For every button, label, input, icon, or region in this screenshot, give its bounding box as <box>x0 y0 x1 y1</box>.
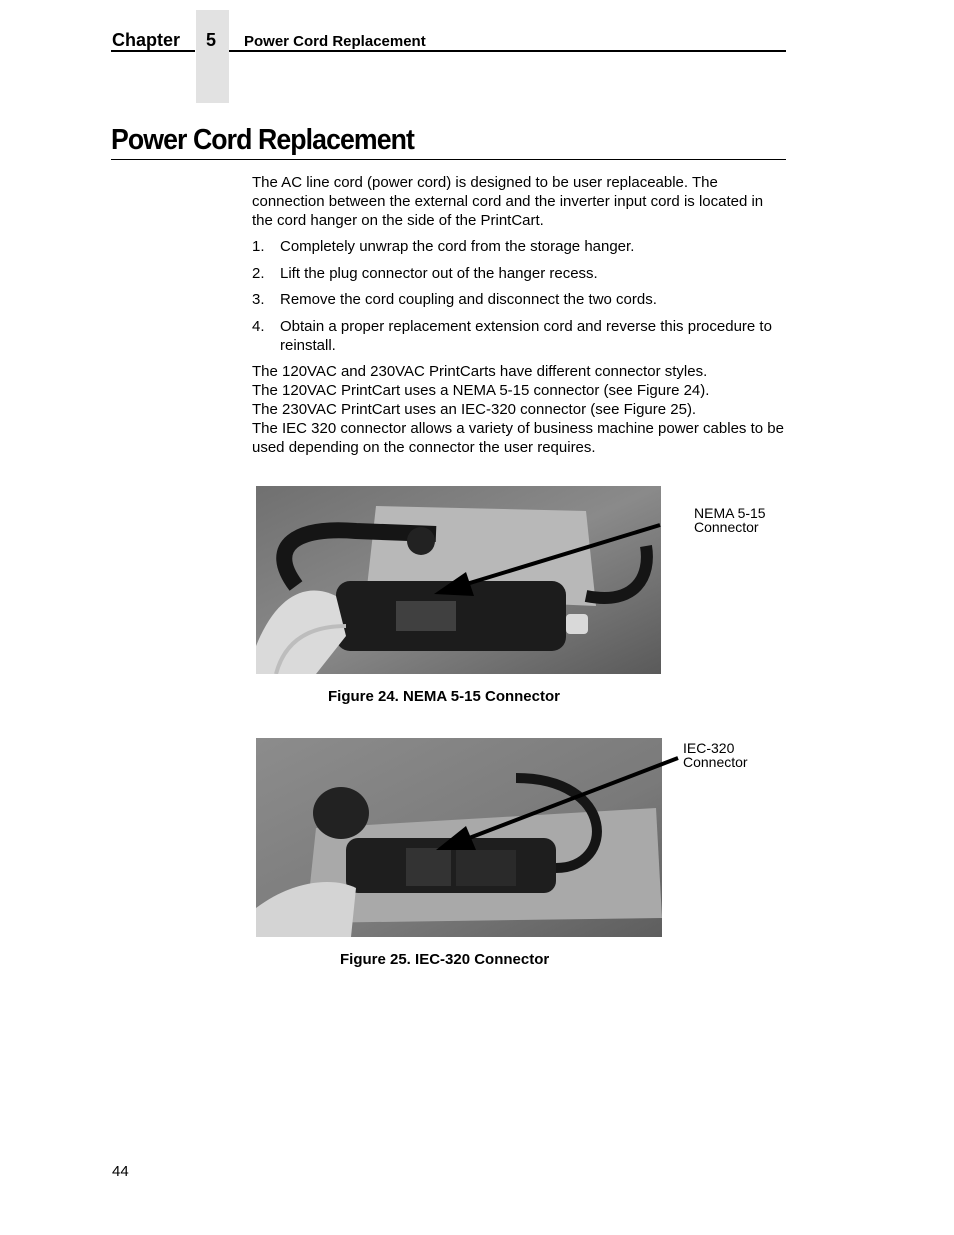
iec-callout-label <box>683 741 748 769</box>
callout-arrow <box>420 752 685 854</box>
step-number: 4. <box>252 318 265 335</box>
figure-caption: Figure 25. IEC-320 Connector <box>340 951 550 968</box>
intro-paragraph: The AC line cord (power cord) is designed to be user replaceable. The connection between the external cord and the inverter input cord is located in the cord hanger on the side of the PrintCart. <box>252 174 764 229</box>
header-rule-right <box>229 50 786 52</box>
figure-caption: Figure 24. NEMA 5-15 Connector <box>328 688 560 705</box>
callout-line: NEMA 5-15 <box>694 505 766 521</box>
connector-line: The 120VAC PrintCart uses a NEMA 5-15 connector (see Figure 24). <box>252 382 710 399</box>
step-text: Remove the cord coupling and disconnect the two cords. <box>280 291 657 308</box>
callout-arrow <box>420 520 690 600</box>
chapter-number: 5 <box>205 30 216 50</box>
step-text: Lift the plug connector out of the hanger recess. <box>280 265 598 282</box>
connector-line: The IEC 320 connector allows a variety of business machine power cables to be used depending on the connector the user requires. <box>252 420 784 456</box>
chapter-label: Chapter <box>112 30 181 50</box>
header-rule-left <box>111 50 195 52</box>
step-number: 2. <box>252 265 265 282</box>
step-number: 3. <box>252 291 265 308</box>
step-text: Completely unwrap the cord from the storage hanger. <box>280 238 635 255</box>
step-number: 1. <box>252 238 265 255</box>
page-title: Power Cord Replacement <box>111 124 414 156</box>
running-header-title: Power Cord Replacement <box>244 33 426 50</box>
callout-line: IEC-320 <box>683 740 735 756</box>
connector-line: The 120VAC and 230VAC PrintCarts have different connector styles. <box>252 363 708 380</box>
callout-line: Connector <box>694 519 759 535</box>
page-number: 44 <box>112 1163 129 1180</box>
nema-callout-label <box>694 506 766 534</box>
chapter-tab <box>196 10 229 103</box>
step-text: Obtain a proper replacement extension cord and reverse this procedure to reinstall. <box>280 318 772 354</box>
title-rule <box>111 159 786 160</box>
callout-line: Connector <box>683 754 748 770</box>
connector-line: The 230VAC PrintCart uses an IEC-320 connector (see Figure 25). <box>252 401 697 418</box>
